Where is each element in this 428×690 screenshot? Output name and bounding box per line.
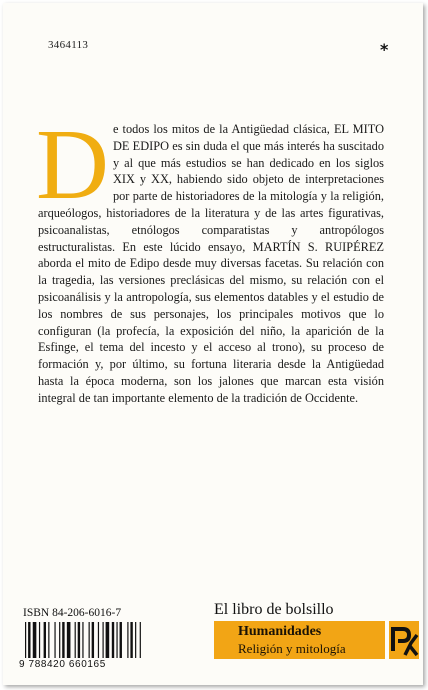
synopsis-text [36, 108, 384, 407]
series-title: El libro de bolsillo [214, 601, 334, 618]
series-subcategory: Religión y mitología [238, 641, 346, 656]
drop-cap: D [36, 108, 109, 220]
catalog-code: 3464113 [48, 39, 89, 51]
barcode-image [23, 622, 181, 658]
publisher-logo-icon [389, 621, 419, 659]
star-mark: * [380, 40, 389, 59]
synopsis-body: e todos los mitos de la Antigüedad clásica, EL MITO DE EDIPO es sin duda el que más interés ha suscitado y al que más estudios se han dedicado en los siglos XIX y XX, habiendo sido objeto de interpretaciones por parte de historiadores de la mitología y la religión, arqueólogos, historiadores de la literatura y de las artes figurativas, psicoanalistas, etnólogos comparatistas y antropólogos estructuralistas. En este lúcido ensayo, MARTÍN S. RUIPÉREZ aborda el mito de Edipo desde muy diversas facetas. Su relación con la tragedia, las versiones preclásicas del mismo, su relación con el psicoanálisis y la antropología, sus elementos datables y el estudio de los nombres de sus personajes, los principales motivos que lo configuran (la profecía, la exposición del niño, la aparición de la Esfinge, el tema del incesto y el acceso al trono), su proceso de formación y, por último, su fortuna literaria desde la Antigüedad hasta la época moderna, son los jalones que marcan esta visión integral de tan importante elemento de la tradición de Occidente. [38, 122, 384, 405]
book-back-cover [3, 3, 423, 685]
series-band [214, 621, 385, 659]
barcode-digits: 9 788420 660165 [19, 659, 106, 670]
series-category: Humanidades [238, 624, 322, 639]
isbn-label: ISBN 84-206-6016-7 [23, 607, 122, 619]
